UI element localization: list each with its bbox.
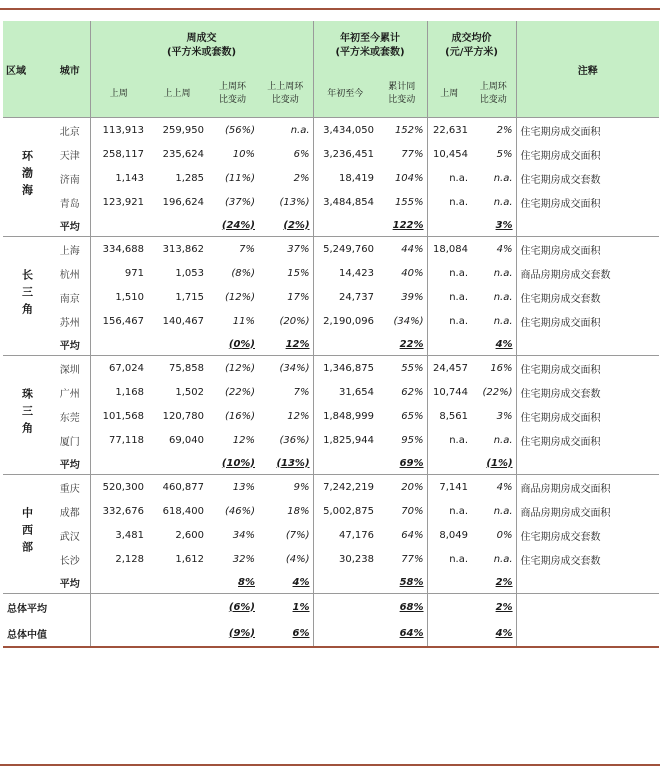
average-label: 平均 xyxy=(59,221,80,233)
wow-change: (56%) xyxy=(207,118,258,143)
avg-price-change: 4% xyxy=(495,338,513,350)
avg-price: n.a. xyxy=(427,261,471,285)
empty-cell xyxy=(427,594,471,621)
empty-cell xyxy=(313,452,377,475)
city-name: 南京 xyxy=(59,293,80,305)
avg-price: 24,457 xyxy=(427,356,471,381)
city-name: 厦门 xyxy=(59,436,80,448)
note-text: 住宅期房成交面积 xyxy=(516,428,659,452)
avg-price: 22,631 xyxy=(427,118,471,143)
this-week-volume: 971 xyxy=(90,261,147,285)
region-label: 珠三角 xyxy=(20,387,34,439)
this-week-volume: 2,128 xyxy=(90,547,147,571)
note-text: 商品房期房成交面积 xyxy=(516,475,659,500)
prev-wow-change: 7% xyxy=(293,386,310,398)
ytd-volume: 1,848,999 xyxy=(313,404,377,428)
note-text: 住宅期房成交面积 xyxy=(516,142,659,166)
cumulative-change: 155% xyxy=(394,196,424,208)
this-week-volume: 332,676 xyxy=(90,499,147,523)
prev-wow-change: (36%) xyxy=(279,434,310,446)
price-change: 5% xyxy=(496,148,513,160)
empty-cell xyxy=(147,594,207,621)
ytd-volume: 14,423 xyxy=(313,261,377,285)
prev-week-volume: 196,624 xyxy=(162,196,204,208)
avg-wow-change: (10%) xyxy=(221,457,255,469)
price-change: n.a. xyxy=(493,315,513,327)
prev-week-volume: 75,858 xyxy=(147,356,207,381)
average-label: 平均 xyxy=(59,578,80,590)
prev-week-volume: 618,400 xyxy=(162,505,204,517)
avg-wow-change: 8% xyxy=(238,576,255,588)
price-change: n.a. xyxy=(493,196,513,208)
avg-cumulative-change: 22% xyxy=(399,338,424,350)
table-row xyxy=(3,428,659,452)
wow-change: (11%) xyxy=(224,172,255,184)
price-change: 4% xyxy=(471,475,516,500)
total-label: 总体中值 xyxy=(3,620,90,647)
table-row xyxy=(3,261,659,285)
empty-cell xyxy=(516,333,659,356)
empty-cell xyxy=(147,333,207,356)
bottom-rule xyxy=(0,764,660,766)
cumulative-change: 95% xyxy=(401,434,424,446)
cumulative-change: 40% xyxy=(401,267,424,279)
cumulative-change: 64% xyxy=(401,529,424,541)
note-text: 住宅期房成交面积 xyxy=(516,356,659,381)
avg-cumulative-change: 58% xyxy=(399,576,424,588)
wow-change: (46%) xyxy=(224,505,255,517)
empty-cell xyxy=(90,333,147,356)
cumulative-change: 77% xyxy=(401,553,424,565)
empty-cell xyxy=(90,594,147,621)
avg-price: n.a. xyxy=(427,190,471,214)
table-row xyxy=(3,309,659,333)
city-name: 广州 xyxy=(59,388,80,400)
region-name xyxy=(3,118,50,237)
ytd-volume: 47,176 xyxy=(313,523,377,547)
cumulative-change: 39% xyxy=(401,291,424,303)
this-week-volume: 1,168 xyxy=(90,380,147,404)
price-change: n.a. xyxy=(493,291,513,303)
prev-wow-change: 2% xyxy=(293,172,310,184)
region-average-row xyxy=(3,333,659,356)
prev-week-volume: 1,285 xyxy=(175,172,204,184)
this-week-volume: 67,024 xyxy=(90,356,147,381)
total-row xyxy=(3,594,659,621)
prev-week-volume: 1,612 xyxy=(175,553,204,565)
ytd-volume: 18,419 xyxy=(313,166,377,190)
empty-cell xyxy=(516,571,659,594)
ytd-volume: 3,434,050 xyxy=(313,118,377,143)
ytd-volume: 5,249,760 xyxy=(313,237,377,262)
total-cumulative-change: 68% xyxy=(377,594,427,621)
ytd-volume: 24,737 xyxy=(313,285,377,309)
wow-change: 11% xyxy=(232,315,255,327)
table-body xyxy=(3,118,659,648)
prev-week-volume: 2,600 xyxy=(175,529,204,541)
prev-wow-change: 18% xyxy=(287,505,310,517)
empty-cell xyxy=(516,214,659,237)
note-text: 住宅期房成交套数 xyxy=(516,523,659,547)
header-weekly-volume: 周成交 (平方米或套数) xyxy=(90,21,313,71)
table-row xyxy=(3,142,659,166)
this-week-volume: 101,568 xyxy=(90,404,147,428)
table-row xyxy=(3,475,659,500)
region-name xyxy=(3,475,50,594)
avg-price: n.a. xyxy=(427,309,471,333)
wow-change: (37%) xyxy=(224,196,255,208)
prev-week-volume: 460,877 xyxy=(147,475,207,500)
ytd-volume: 3,236,451 xyxy=(313,142,377,166)
region-label: 长三角 xyxy=(20,268,34,320)
ytd-volume: 3,484,854 xyxy=(313,190,377,214)
empty-cell xyxy=(516,620,659,647)
empty-cell xyxy=(90,452,147,475)
top-rule xyxy=(0,8,660,10)
prev-week-volume: 259,950 xyxy=(147,118,207,143)
subheader-cum-change: 累计同 比变动 xyxy=(377,71,427,118)
prev-week-volume: 235,624 xyxy=(162,148,204,160)
region-label: 环渤海 xyxy=(20,149,34,201)
avg-cumulative-change: 122% xyxy=(392,219,424,231)
note-text: 商品房期房成交套数 xyxy=(516,261,659,285)
average-label: 平均 xyxy=(59,459,80,471)
cumulative-change: 70% xyxy=(401,505,424,517)
empty-cell xyxy=(147,214,207,237)
header-avg-price: 成交均价 (元/平方米) xyxy=(427,21,516,71)
cumulative-change: 152% xyxy=(377,118,427,143)
this-week-volume: 3,481 xyxy=(90,523,147,547)
ytd-volume: 1,825,944 xyxy=(313,428,377,452)
prev-wow-change: (7%) xyxy=(285,529,310,541)
avg-wow-change: (24%) xyxy=(221,219,255,231)
avg-price: 18,084 xyxy=(427,237,471,262)
avg-price-change: 2% xyxy=(495,576,513,588)
empty-cell xyxy=(427,214,471,237)
table-row xyxy=(3,356,659,381)
price-change: n.a. xyxy=(493,267,513,279)
total-prev-wow-change: 1% xyxy=(258,594,313,621)
city-name: 杭州 xyxy=(59,269,80,281)
avg-price: n.a. xyxy=(427,166,471,190)
city-name: 苏州 xyxy=(59,317,80,329)
empty-cell xyxy=(313,333,377,356)
price-change: n.a. xyxy=(493,505,513,517)
prev-week-volume: 69,040 xyxy=(169,434,204,446)
region-label: 中西部 xyxy=(20,506,34,558)
region-average-row xyxy=(3,214,659,237)
city-name: 天津 xyxy=(59,150,80,162)
note-text: 住宅期房成交套数 xyxy=(516,166,659,190)
wow-change: (22%) xyxy=(224,386,255,398)
empty-cell xyxy=(516,452,659,475)
city-name: 北京 xyxy=(50,118,90,143)
avg-prev-wow-change: (13%) xyxy=(276,457,310,469)
empty-cell xyxy=(90,214,147,237)
avg-cumulative-change: 69% xyxy=(399,457,424,469)
price-change: 4% xyxy=(471,237,516,262)
region-average-row xyxy=(3,571,659,594)
note-text: 住宅期房成交面积 xyxy=(516,237,659,262)
header-region: 区域 xyxy=(3,21,50,118)
wow-change: 32% xyxy=(232,553,255,565)
prev-week-volume: 1,053 xyxy=(175,267,204,279)
table-header xyxy=(3,21,659,118)
wow-change: 10% xyxy=(232,148,255,160)
subheader-this-week: 上周 xyxy=(90,71,147,118)
wow-change: 34% xyxy=(232,529,255,541)
empty-cell xyxy=(516,594,659,621)
avg-price: 10,744 xyxy=(427,380,471,404)
note-text: 商品房期房成交面积 xyxy=(516,499,659,523)
avg-prev-wow-change: 4% xyxy=(292,576,310,588)
this-week-volume: 156,467 xyxy=(90,309,147,333)
region-name xyxy=(3,237,50,356)
price-change: 0% xyxy=(496,529,513,541)
city-name: 深圳 xyxy=(50,356,90,381)
empty-cell xyxy=(313,620,377,647)
wow-change: (12%) xyxy=(207,356,258,381)
table-row xyxy=(3,404,659,428)
prev-week-volume: 313,862 xyxy=(147,237,207,262)
prev-week-volume: 120,780 xyxy=(162,410,204,422)
city-name: 重庆 xyxy=(50,475,90,500)
table-row xyxy=(3,523,659,547)
avg-price: 8,049 xyxy=(427,523,471,547)
table-row xyxy=(3,499,659,523)
city-name: 武汉 xyxy=(59,531,80,543)
wow-change: 7% xyxy=(207,237,258,262)
price-change: 16% xyxy=(471,356,516,381)
empty-cell xyxy=(427,333,471,356)
total-wow-change: (6%) xyxy=(207,594,258,621)
avg-price: n.a. xyxy=(427,547,471,571)
note-text: 住宅期房成交面积 xyxy=(516,118,659,143)
empty-cell xyxy=(90,571,147,594)
prev-wow-change: (13%) xyxy=(279,196,310,208)
total-cumulative-change: 64% xyxy=(377,620,427,647)
total-label: 总体平均 xyxy=(3,594,90,621)
prev-week-volume: 1,715 xyxy=(175,291,204,303)
note-text: 住宅期房成交面积 xyxy=(516,309,659,333)
price-change: n.a. xyxy=(493,172,513,184)
empty-cell xyxy=(147,452,207,475)
table-row xyxy=(3,118,659,143)
ytd-volume: 30,238 xyxy=(313,547,377,571)
total-price-change: 2% xyxy=(471,594,516,621)
cumulative-change: 77% xyxy=(401,148,424,160)
subheader-price-week: 上周 xyxy=(427,71,471,118)
total-row xyxy=(3,620,659,647)
this-week-volume: 123,921 xyxy=(90,190,147,214)
cumulative-change: (34%) xyxy=(393,315,424,327)
note-text: 住宅期房成交套数 xyxy=(516,380,659,404)
subheader-prev-wow-change: 上上周环 比变动 xyxy=(258,71,313,118)
price-change: n.a. xyxy=(493,553,513,565)
prev-wow-change: n.a. xyxy=(258,118,313,143)
empty-cell xyxy=(427,571,471,594)
prev-wow-change: 37% xyxy=(258,237,313,262)
wow-change: 13% xyxy=(207,475,258,500)
ytd-volume: 1,346,875 xyxy=(313,356,377,381)
this-week-volume: 77,118 xyxy=(90,428,147,452)
city-name: 上海 xyxy=(50,237,90,262)
price-change: 3% xyxy=(496,410,513,422)
avg-price: n.a. xyxy=(427,285,471,309)
this-week-volume: 258,117 xyxy=(90,142,147,166)
avg-price: n.a. xyxy=(427,428,471,452)
housing-transactions-table xyxy=(3,21,659,648)
header-notes: 注释 xyxy=(516,21,659,118)
cumulative-change: 65% xyxy=(401,410,424,422)
table-row xyxy=(3,380,659,404)
cumulative-change: 104% xyxy=(394,172,424,184)
table-row xyxy=(3,190,659,214)
price-change: (22%) xyxy=(482,386,513,398)
this-week-volume: 1,510 xyxy=(90,285,147,309)
prev-wow-change: 15% xyxy=(287,267,310,279)
prev-wow-change: (20%) xyxy=(279,315,310,327)
avg-price: 10,454 xyxy=(427,142,471,166)
city-name: 济南 xyxy=(59,174,80,186)
subheader-ytd: 年初至今 xyxy=(313,71,377,118)
cumulative-change: 44% xyxy=(377,237,427,262)
prev-week-volume: 1,502 xyxy=(175,386,204,398)
city-name: 成都 xyxy=(59,507,80,519)
this-week-volume: 520,300 xyxy=(90,475,147,500)
header-ytd: 年初至今累计 (平方米或套数) xyxy=(313,21,427,71)
prev-wow-change: 17% xyxy=(287,291,310,303)
table-row xyxy=(3,237,659,262)
avg-price-change: (1%) xyxy=(486,457,513,469)
prev-wow-change: 12% xyxy=(287,410,310,422)
wow-change: 12% xyxy=(232,434,255,446)
average-label: 平均 xyxy=(59,340,80,352)
empty-cell xyxy=(147,571,207,594)
empty-cell xyxy=(313,594,377,621)
avg-prev-wow-change: 12% xyxy=(285,338,310,350)
cumulative-change: 20% xyxy=(377,475,427,500)
avg-price: 7,141 xyxy=(427,475,471,500)
empty-cell xyxy=(427,620,471,647)
table-row xyxy=(3,547,659,571)
price-change: 2% xyxy=(471,118,516,143)
note-text: 住宅期房成交套数 xyxy=(516,547,659,571)
note-text: 住宅期房成交套数 xyxy=(516,285,659,309)
prev-wow-change: 9% xyxy=(258,475,313,500)
avg-price: n.a. xyxy=(427,499,471,523)
subheader-wow-change: 上周环 比变动 xyxy=(207,71,258,118)
price-change: n.a. xyxy=(493,434,513,446)
total-wow-change: (9%) xyxy=(207,620,258,647)
ytd-volume: 31,654 xyxy=(313,380,377,404)
this-week-volume: 1,143 xyxy=(90,166,147,190)
this-week-volume: 334,688 xyxy=(90,237,147,262)
region-average-row xyxy=(3,452,659,475)
prev-wow-change: (34%) xyxy=(258,356,313,381)
avg-price: 8,561 xyxy=(427,404,471,428)
empty-cell xyxy=(90,620,147,647)
prev-wow-change: (4%) xyxy=(285,553,310,565)
avg-price-change: 3% xyxy=(495,219,513,231)
empty-cell xyxy=(313,571,377,594)
prev-week-volume: 140,467 xyxy=(162,315,204,327)
wow-change: (8%) xyxy=(231,267,255,279)
prev-wow-change: 6% xyxy=(293,148,310,160)
city-name: 长沙 xyxy=(59,555,80,567)
cumulative-change: 55% xyxy=(377,356,427,381)
empty-cell xyxy=(313,214,377,237)
empty-cell xyxy=(147,620,207,647)
subheader-price-change: 上周环 比变动 xyxy=(471,71,516,118)
total-price-change: 4% xyxy=(471,620,516,647)
avg-prev-wow-change: (2%) xyxy=(283,219,310,231)
note-text: 住宅期房成交面积 xyxy=(516,404,659,428)
avg-wow-change: (0%) xyxy=(228,338,255,350)
city-name: 青岛 xyxy=(59,198,80,210)
empty-cell xyxy=(427,452,471,475)
region-name xyxy=(3,356,50,475)
wow-change: (16%) xyxy=(224,410,255,422)
total-prev-wow-change: 6% xyxy=(258,620,313,647)
table-row xyxy=(3,166,659,190)
ytd-volume: 2,190,096 xyxy=(313,309,377,333)
cumulative-change: 62% xyxy=(401,386,424,398)
this-week-volume: 113,913 xyxy=(90,118,147,143)
ytd-volume: 7,242,219 xyxy=(313,475,377,500)
note-text: 住宅期房成交面积 xyxy=(516,190,659,214)
table-row xyxy=(3,285,659,309)
ytd-volume: 5,002,875 xyxy=(313,499,377,523)
subheader-prev-week: 上上周 xyxy=(147,71,207,118)
wow-change: (12%) xyxy=(224,291,255,303)
city-name: 东莞 xyxy=(59,412,80,424)
header-city: 城市 xyxy=(50,21,90,118)
